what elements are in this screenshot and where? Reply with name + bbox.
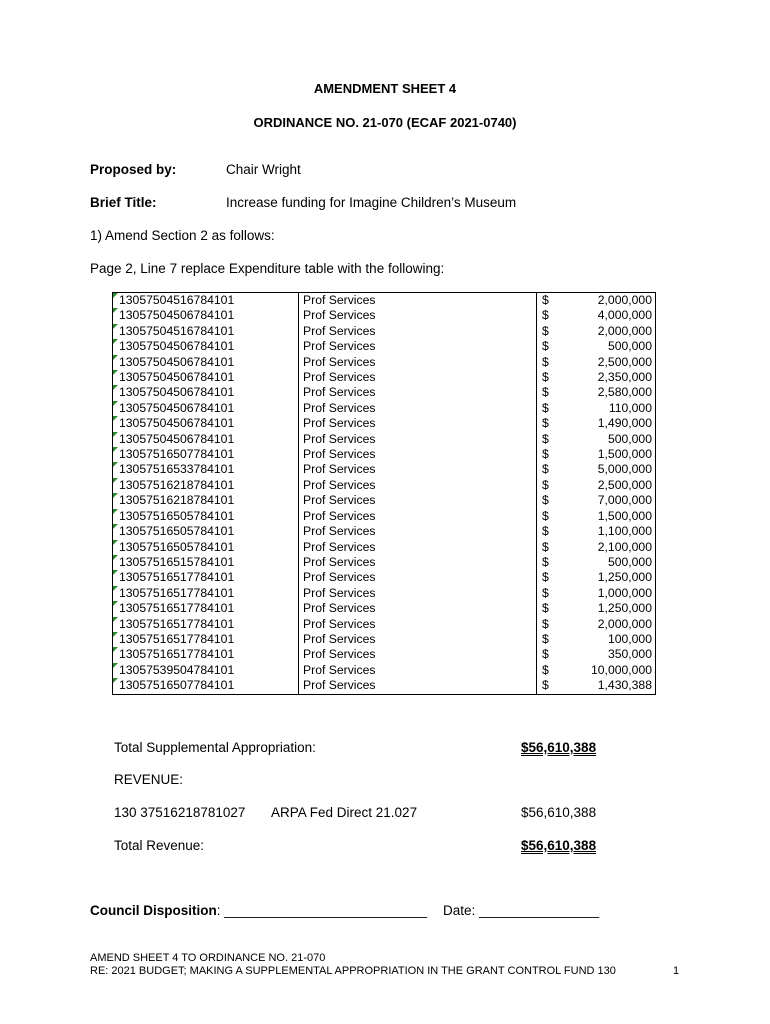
amount-value: 2,100,000	[597, 539, 652, 554]
cell-marker-icon	[113, 324, 118, 329]
amount-cell	[537, 678, 656, 694]
amount-value: 2,350,000	[597, 370, 652, 385]
description-cell: Prof Services	[299, 663, 537, 678]
account-number-cell	[113, 663, 299, 678]
table-row	[113, 524, 656, 539]
description-cell: Prof Services	[299, 647, 537, 662]
table-row	[113, 678, 656, 694]
amount-cell	[537, 586, 656, 601]
description-cell: Prof Services	[299, 617, 537, 632]
account-number: 13057516507784101	[119, 447, 235, 462]
proposed-by-value: Chair Wright	[226, 162, 301, 177]
account-number: 13057504506784101	[119, 385, 235, 400]
currency-symbol: $	[542, 385, 549, 400]
account-number: 13057516517784101	[119, 631, 235, 646]
cell-marker-icon	[113, 524, 118, 529]
account-number-cell	[113, 601, 299, 616]
description-cell: Prof Services	[299, 324, 537, 339]
currency-symbol: $	[542, 570, 549, 585]
account-number-cell	[113, 647, 299, 662]
amount-cell	[537, 447, 656, 462]
cell-marker-icon	[113, 509, 118, 514]
currency-symbol: $	[542, 585, 549, 600]
description-cell: Prof Services	[299, 509, 537, 524]
amount-cell	[537, 601, 656, 616]
currency-symbol: $	[542, 616, 549, 631]
amount-cell	[537, 308, 656, 323]
table-row	[113, 632, 656, 647]
account-number-cell	[113, 308, 299, 323]
table-row	[113, 416, 656, 431]
expenditure-table	[112, 292, 656, 695]
council-disposition-line: : ___________________________	[216, 903, 427, 918]
cell-marker-icon	[113, 493, 118, 498]
currency-symbol: $	[542, 524, 549, 539]
description-cell: Prof Services	[299, 385, 537, 400]
date-field: Date: ________________	[443, 903, 600, 918]
amount-cell	[537, 632, 656, 647]
footer-line-2: RE: 2021 BUDGET; MAKING A SUPPLEMENTAL APPROPRIATION IN THE GRANT CONTROL FUND 130	[90, 965, 616, 977]
table-row	[113, 570, 656, 585]
account-number-cell	[113, 432, 299, 447]
account-number: 13057516505784101	[119, 539, 235, 554]
amount-value: 110,000	[608, 400, 652, 415]
table-row	[113, 355, 656, 370]
amount-value: 1,500,000	[597, 447, 652, 462]
account-number-cell	[113, 555, 299, 570]
account-number: 13057516507784101	[119, 678, 235, 693]
amount-cell	[537, 416, 656, 431]
amount-cell	[537, 293, 656, 309]
cell-marker-icon	[113, 308, 118, 313]
instruction-replace-table: Page 2, Line 7 replace Expenditure table with the following:	[90, 261, 445, 276]
cell-marker-icon	[113, 293, 118, 298]
table-row	[113, 447, 656, 462]
table-row	[113, 509, 656, 524]
account-number: 13057539504784101	[119, 662, 235, 677]
currency-symbol: $	[542, 400, 549, 415]
amount-value: 1,500,000	[597, 508, 652, 523]
cell-marker-icon	[113, 647, 118, 652]
amount-value: 1,250,000	[597, 570, 652, 585]
total-revenue-value: $56,610,388	[521, 838, 597, 853]
total-appropriation-value: $56,610,388	[521, 740, 597, 755]
revenue-heading: REVENUE:	[114, 772, 184, 787]
document-title: AMENDMENT SHEET 4	[313, 81, 457, 96]
table-row	[113, 401, 656, 416]
account-number-cell	[113, 493, 299, 508]
account-number-cell	[113, 617, 299, 632]
account-number: 13057516505784101	[119, 524, 235, 539]
account-number: 13057504506784101	[119, 339, 235, 354]
account-number: 13057516533784101	[119, 462, 235, 477]
table-row	[113, 324, 656, 339]
amount-cell	[537, 370, 656, 385]
cell-marker-icon	[113, 540, 118, 545]
cell-marker-icon	[113, 370, 118, 375]
table-row	[113, 601, 656, 616]
ordinance-number: ORDINANCE NO. 21-070 (ECAF 2021-0740)	[253, 115, 517, 130]
amount-cell	[537, 401, 656, 416]
currency-symbol: $	[542, 339, 549, 354]
account-number: 13057504516784101	[119, 323, 235, 338]
cell-marker-icon	[113, 416, 118, 421]
account-number: 13057516505784101	[119, 508, 235, 523]
cell-marker-icon	[113, 617, 118, 622]
cell-marker-icon	[113, 586, 118, 591]
page-number: 1	[673, 965, 680, 977]
cell-marker-icon	[113, 663, 118, 668]
amount-value: 2,580,000	[597, 385, 652, 400]
account-number-cell	[113, 462, 299, 477]
amount-value: 7,000,000	[597, 493, 652, 508]
amount-value: 100,000	[607, 631, 652, 646]
table-row	[113, 555, 656, 570]
currency-symbol: $	[542, 462, 549, 477]
table-row	[113, 493, 656, 508]
currency-symbol: $	[542, 323, 549, 338]
amount-value: 350,000	[607, 647, 652, 662]
currency-symbol: $	[542, 647, 549, 662]
account-number: 13057516515784101	[119, 554, 235, 569]
amount-value: 500,000	[607, 339, 652, 354]
amount-cell	[537, 509, 656, 524]
revenue-account: 130 37516218781027	[114, 805, 246, 820]
amount-cell	[537, 540, 656, 555]
revenue-description: ARPA Fed Direct 21.027	[271, 805, 418, 820]
amount-cell	[537, 570, 656, 585]
amount-value: 4,000,000	[597, 308, 652, 323]
account-number-cell	[113, 370, 299, 385]
table-row	[113, 617, 656, 632]
description-cell: Prof Services	[299, 355, 537, 370]
description-cell: Prof Services	[299, 570, 537, 585]
description-cell: Prof Services	[299, 432, 537, 447]
account-number: 13057516517784101	[119, 616, 235, 631]
total-revenue-label: Total Revenue:	[114, 838, 205, 853]
cell-marker-icon	[113, 462, 118, 467]
description-cell: Prof Services	[299, 540, 537, 555]
amount-value: 1,490,000	[597, 416, 652, 431]
cell-marker-icon	[113, 601, 118, 606]
amount-cell	[537, 355, 656, 370]
account-number-cell	[113, 586, 299, 601]
account-number-cell	[113, 524, 299, 539]
amount-cell	[537, 339, 656, 354]
account-number: 13057516517784101	[119, 647, 235, 662]
cell-marker-icon	[113, 339, 118, 344]
currency-symbol: $	[542, 508, 549, 523]
brief-title-value: Increase funding for Imagine Children’s Museum	[226, 195, 517, 210]
cell-marker-icon	[113, 355, 118, 360]
amount-value: 2,500,000	[597, 477, 652, 492]
currency-symbol: $	[542, 539, 549, 554]
amount-value: 2,000,000	[597, 293, 652, 307]
table-row	[113, 432, 656, 447]
account-number: 13057504506784101	[119, 400, 235, 415]
description-cell: Prof Services	[299, 370, 537, 385]
cell-marker-icon	[113, 432, 118, 437]
table-row	[113, 647, 656, 662]
account-number: 13057516218784101	[119, 477, 235, 492]
brief-title-label: Brief Title:	[90, 195, 157, 210]
currency-symbol: $	[542, 354, 549, 369]
account-number-cell	[113, 401, 299, 416]
account-number-cell	[113, 570, 299, 585]
table-row	[113, 370, 656, 385]
account-number-cell	[113, 540, 299, 555]
description-cell: Prof Services	[299, 416, 537, 431]
amount-cell	[537, 555, 656, 570]
cell-marker-icon	[113, 632, 118, 637]
account-number: 13057504506784101	[119, 354, 235, 369]
amount-value: 10,000,000	[591, 662, 652, 677]
currency-symbol: $	[542, 678, 549, 693]
description-cell: Prof Services	[299, 555, 537, 570]
instruction-amend-section: 1) Amend Section 2 as follows:	[90, 228, 275, 243]
account-number: 13057516517784101	[119, 601, 235, 616]
amount-value: 1,100,000	[597, 524, 652, 539]
amount-value: 1,250,000	[597, 601, 652, 616]
total-appropriation-label: Total Supplemental Appropriation:	[114, 740, 316, 755]
council-disposition	[90, 903, 427, 918]
description-cell: Prof Services	[299, 678, 537, 694]
amount-cell	[537, 432, 656, 447]
description-cell: Prof Services	[299, 447, 537, 462]
amount-value: 5,000,000	[597, 462, 652, 477]
account-number-cell	[113, 355, 299, 370]
description-cell: Prof Services	[299, 601, 537, 616]
amount-value: 1,430,388	[597, 678, 652, 693]
cell-marker-icon	[113, 401, 118, 406]
table-row	[113, 462, 656, 477]
amount-value: 2,000,000	[597, 323, 652, 338]
amount-cell	[537, 663, 656, 678]
cell-marker-icon	[113, 570, 118, 575]
amount-value: 500,000	[607, 554, 652, 569]
amount-value: 2,500,000	[597, 354, 652, 369]
account-number-cell	[113, 324, 299, 339]
table-row	[113, 586, 656, 601]
table-row	[113, 339, 656, 354]
amount-cell	[537, 647, 656, 662]
revenue-amount: $56,610,388	[521, 805, 597, 820]
currency-symbol: $	[542, 554, 549, 569]
amount-cell	[537, 462, 656, 477]
table-row	[113, 308, 656, 323]
account-number: 13057516517784101	[119, 585, 235, 600]
cell-marker-icon	[113, 678, 118, 683]
currency-symbol: $	[542, 493, 549, 508]
account-number: 13057516517784101	[119, 570, 235, 585]
description-cell: Prof Services	[299, 478, 537, 493]
description-cell: Prof Services	[299, 524, 537, 539]
amount-value: 2,000,000	[597, 616, 652, 631]
account-number: 13057504506784101	[119, 431, 235, 446]
description-cell: Prof Services	[299, 586, 537, 601]
account-number: 13057504506784101	[119, 370, 235, 385]
table-row	[113, 293, 656, 309]
description-cell: Prof Services	[299, 293, 537, 309]
account-number: 13057504506784101	[119, 308, 235, 323]
description-cell: Prof Services	[299, 308, 537, 323]
account-number-cell	[113, 632, 299, 647]
amount-value: 1,000,000	[597, 585, 652, 600]
currency-symbol: $	[542, 293, 549, 307]
currency-symbol: $	[542, 431, 549, 446]
currency-symbol: $	[542, 370, 549, 385]
currency-symbol: $	[542, 447, 549, 462]
account-number-cell	[113, 416, 299, 431]
account-number-cell	[113, 447, 299, 462]
cell-marker-icon	[113, 555, 118, 560]
account-number: 13057504516784101	[119, 293, 235, 307]
currency-symbol: $	[542, 477, 549, 492]
currency-symbol: $	[542, 631, 549, 646]
account-number-cell	[113, 478, 299, 493]
account-number-cell	[113, 293, 299, 309]
account-number-cell	[113, 339, 299, 354]
cell-marker-icon	[113, 385, 118, 390]
amount-value: 500,000	[607, 431, 652, 446]
amount-cell	[537, 478, 656, 493]
proposed-by-label: Proposed by:	[90, 162, 177, 177]
currency-symbol: $	[542, 416, 549, 431]
currency-symbol: $	[542, 601, 549, 616]
amount-cell	[537, 617, 656, 632]
account-number-cell	[113, 678, 299, 694]
description-cell: Prof Services	[299, 339, 537, 354]
table-row	[113, 663, 656, 678]
amount-cell	[537, 385, 656, 400]
amount-cell	[537, 524, 656, 539]
cell-marker-icon	[113, 447, 118, 452]
currency-symbol: $	[542, 308, 549, 323]
description-cell: Prof Services	[299, 493, 537, 508]
council-disposition-label: Council Disposition	[90, 903, 217, 918]
currency-symbol: $	[542, 662, 549, 677]
table-row	[113, 385, 656, 400]
account-number-cell	[113, 509, 299, 524]
cell-marker-icon	[113, 478, 118, 483]
account-number: 13057504506784101	[119, 416, 235, 431]
table-row	[113, 540, 656, 555]
account-number: 13057516218784101	[119, 493, 235, 508]
amount-cell	[537, 324, 656, 339]
description-cell: Prof Services	[299, 401, 537, 416]
account-number-cell	[113, 385, 299, 400]
amount-cell	[537, 493, 656, 508]
description-cell: Prof Services	[299, 462, 537, 477]
description-cell: Prof Services	[299, 632, 537, 647]
footer-line-1: AMEND SHEET 4 TO ORDINANCE NO. 21-070	[90, 952, 326, 964]
table-row	[113, 478, 656, 493]
